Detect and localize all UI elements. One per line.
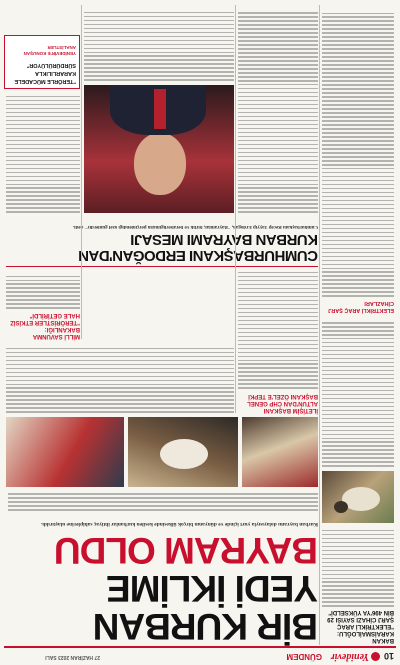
- column-rule-1: [320, 5, 321, 645]
- page-number: 10: [383, 651, 394, 661]
- issue-date: 27 HAZİRAN 2023 SALI: [45, 654, 100, 660]
- photo-strip-3: [6, 417, 124, 487]
- center-below-photo-text: [84, 7, 234, 81]
- column-rule-2: [236, 5, 237, 413]
- quote-line-3: SÜRDÜRÜLÜYOR": [26, 62, 76, 68]
- middle-story-text: [238, 269, 318, 389]
- quote-box-label: YENİDEVİR'E KONUŞAN ANALİSTLER: [23, 45, 76, 56]
- right-story-headline: MİLLİ SAVUNMA BAKANLIĞI: "TERÖRİSTLER ETKİSİZ HALE GETİRİLDİ": [10, 312, 80, 339]
- column-rule-3: [82, 5, 83, 339]
- photo-strip-2: [128, 417, 238, 487]
- logo-icon: [371, 652, 380, 661]
- main-headline-line-1: BİR KURBAN: [93, 606, 318, 647]
- sheep-photo: [322, 471, 394, 523]
- center-headline-line-2: KURBAN BAYRAMI MESAJI: [130, 231, 318, 248]
- center-rule: [6, 266, 318, 267]
- main-standfirst: Kurban bayramı dolayısıyla yurt içinde ve dünyanın birçok ülkesinde kesilen kurbanlar ihtiyaç sahiplerine ulaştırıldı.: [40, 521, 318, 527]
- left-story-text: [322, 527, 394, 607]
- right-column-text: [6, 93, 80, 213]
- center-standfirst: Cumhurbaşkanı Recep Tayyip Erdoğan, "Bayramlar, birlik ve beraberliğimizin perçinlendiği özel günlerdir" dedi.: [72, 224, 318, 229]
- right-story-text: [6, 271, 80, 309]
- main-story-text: [8, 491, 318, 511]
- photo-strip-1: [242, 417, 318, 487]
- middle-story-headline: İLETİŞİM BAŞKANI ALTUN'DAN CHP GENEL BAŞKANI ÖZEL'E TEPKİ: [247, 393, 318, 413]
- logo: [328, 650, 380, 662]
- left-column-text-bottom: [322, 7, 394, 297]
- main-headline-line-3: BAYRAM OLDU: [54, 530, 318, 571]
- quote-line-2: KARARLILIKLA: [35, 70, 76, 76]
- section-label: GÜNDEM: [286, 652, 322, 661]
- quote-line-1: "TERÖRLE MÜCADELE: [14, 78, 76, 84]
- logo-text: Yenidevir: [330, 651, 369, 662]
- left-subhead: ELEKTRİKLİ ARAÇ ŞARJ CİHAZLARI: [328, 300, 394, 313]
- center-headline-line-1: CUMHURBAŞKANI ERDOĞAN'DAN: [78, 247, 318, 264]
- quote-box: [4, 35, 80, 89]
- erdogan-photo: [84, 85, 234, 213]
- center-column-text-top: [6, 343, 234, 413]
- center-left-text: [238, 8, 318, 213]
- main-headline-line-2: YEDİ İKLİME: [106, 568, 318, 609]
- left-story-headline: BAKAN KARAİSMAİLOĞLU: "ELEKTRİKLİ ARAÇ ŞARJ CİHAZI SAYISI 29 BİN 496'YA YÜKSELDİ": [327, 609, 394, 643]
- left-column-text: [322, 317, 394, 467]
